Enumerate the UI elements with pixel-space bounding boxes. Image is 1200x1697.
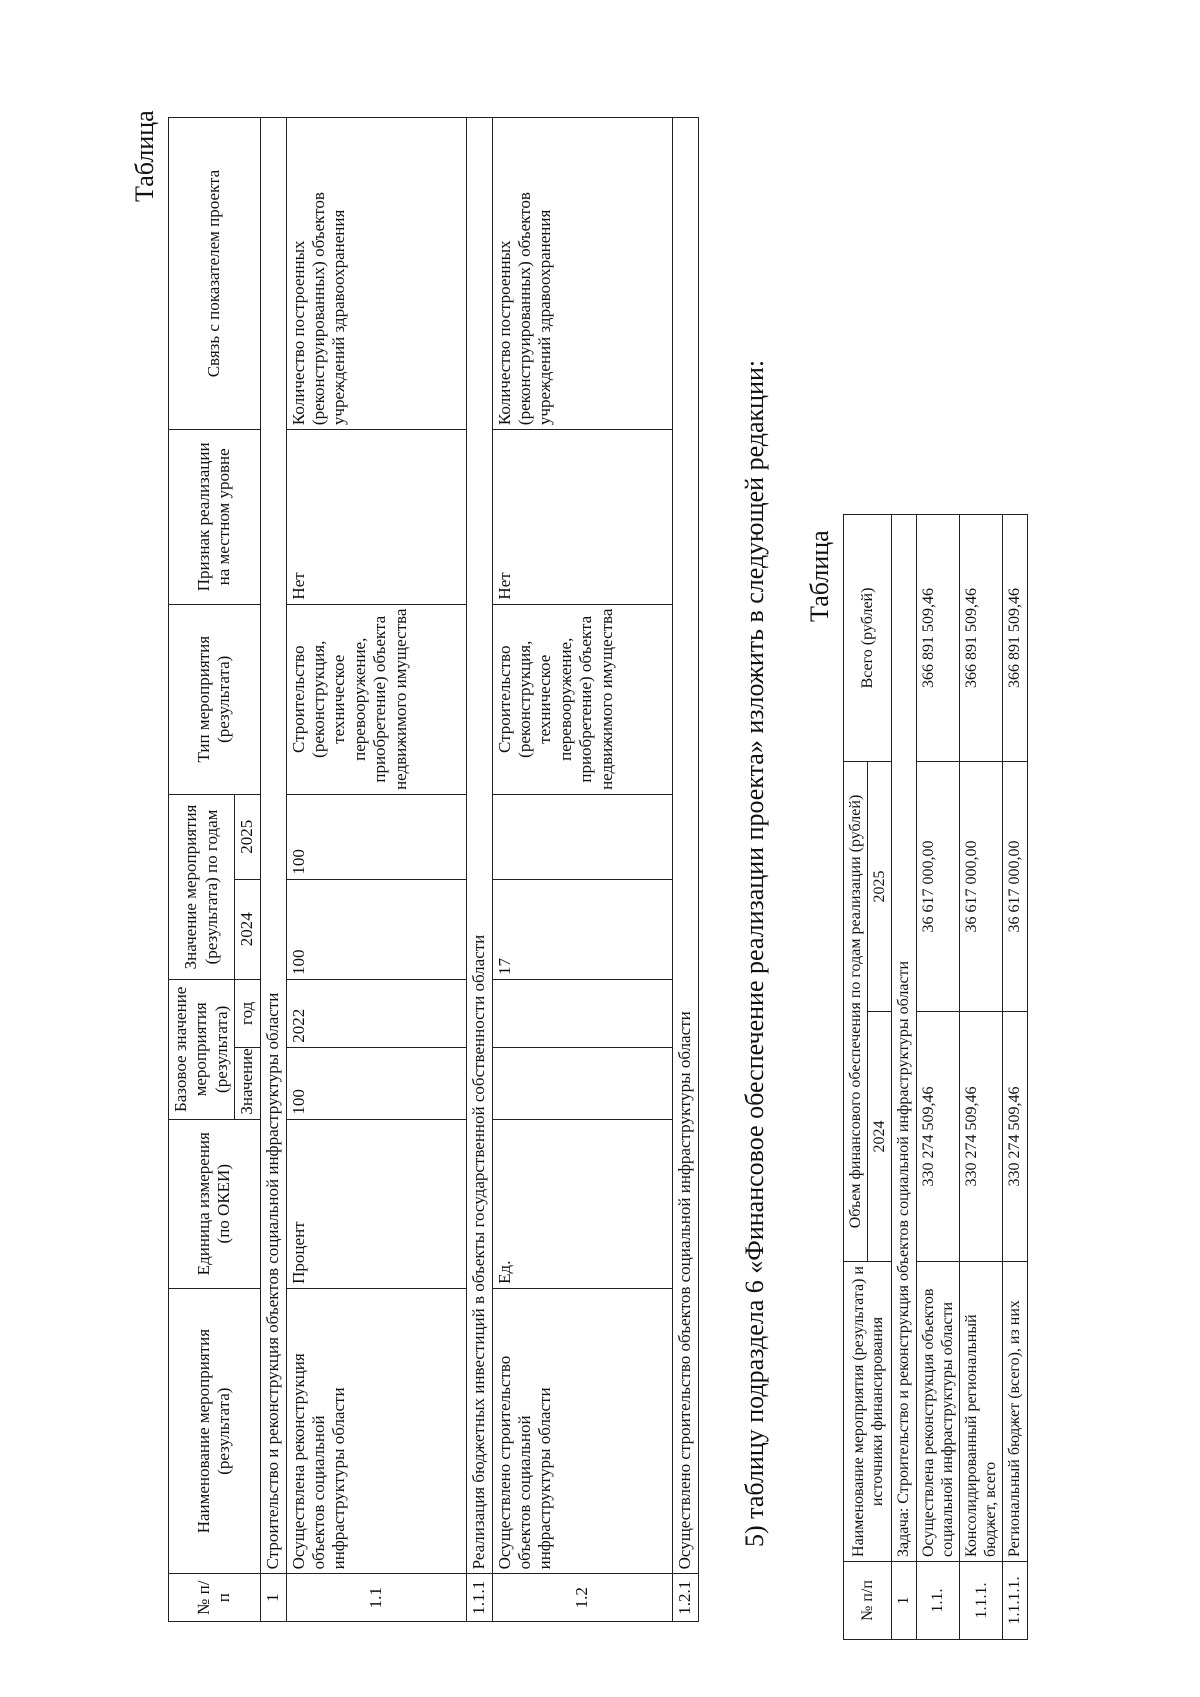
row-value-2024: 330 274 509,46 bbox=[1003, 1012, 1027, 1262]
row-total: 366 891 509,46 bbox=[959, 514, 1002, 761]
row-type: Строительство (реконструкция, техническое перевооружение, приобретение) объекта недвижимого имущества bbox=[286, 604, 466, 794]
header-link: Связь с показателем проекта bbox=[169, 118, 261, 430]
results-table bbox=[168, 117, 699, 1622]
row-link: Количество построенных (реконструированных) объектов учреждений здравоохранения bbox=[286, 118, 466, 430]
table-row bbox=[916, 514, 959, 1639]
table-row bbox=[892, 514, 916, 1639]
row-num: 1.1. bbox=[916, 1562, 959, 1640]
row-base-value bbox=[492, 1047, 672, 1119]
header-name: Наименование мероприятия (результата) bbox=[169, 1288, 261, 1574]
row-name: Консолидированный региональный бюджет, всего bbox=[959, 1262, 1002, 1562]
table-row bbox=[1003, 514, 1027, 1639]
header-values-group: Значение мероприятия (результата) по годам bbox=[169, 794, 235, 979]
row-value-2024: 17 bbox=[492, 879, 672, 979]
row-num: 1.1.1.1. bbox=[1003, 1562, 1027, 1640]
row-num: 1.1.1. bbox=[959, 1562, 1002, 1640]
row-local: Нет bbox=[492, 430, 672, 605]
row-local: Нет bbox=[286, 430, 466, 605]
table-row bbox=[286, 118, 466, 1622]
row-num: 1.2.1 bbox=[672, 1574, 698, 1622]
row-link: Количество построенных (реконструированных) объектов учреждений здравоохранения bbox=[492, 118, 672, 430]
row-type: Строительство (реконструкция, техническое перевооружение, приобретение) объекта недвижимого имущества bbox=[492, 604, 672, 794]
row-unit: Ед. bbox=[492, 1119, 672, 1288]
header-2025: 2025 bbox=[868, 761, 892, 1011]
row-name: Региональный бюджет (всего), из них bbox=[1003, 1262, 1027, 1562]
financing-table bbox=[843, 514, 1028, 1640]
table-row bbox=[466, 118, 492, 1622]
table-row bbox=[672, 118, 698, 1622]
row-value-2025: 36 617 000,00 bbox=[959, 761, 1002, 1011]
row-name: Осуществлена реконструкция объектов социальной инфраструктуры области bbox=[286, 1288, 466, 1574]
header-type: Тип мероприятия (результата) bbox=[169, 604, 261, 794]
row-value-2024: 100 bbox=[286, 879, 466, 979]
header-num: № п/п bbox=[169, 1574, 261, 1622]
table1-caption: Таблица bbox=[130, 110, 159, 202]
header-num: № п/п bbox=[844, 1562, 892, 1640]
section-title: Строительство и реконструкция объектов социальной инфраструктуры области bbox=[260, 118, 286, 1574]
table2-caption: Таблица bbox=[805, 530, 834, 622]
header-base-value: Значение bbox=[235, 1047, 260, 1119]
row-total: 366 891 509,46 bbox=[1003, 514, 1027, 761]
table-row bbox=[260, 118, 286, 1622]
table-row bbox=[492, 118, 672, 1622]
row-total: 366 891 509,46 bbox=[916, 514, 959, 761]
row-num: 1 bbox=[892, 1562, 916, 1640]
section-heading: 5) таблицу подраздела 6 «Финансовое обеспечение реализации проекта» изложить в следующей редакции: bbox=[740, 359, 769, 1547]
section-title: Осуществлено строительство объектов социальной инфраструктуры области bbox=[672, 118, 698, 1574]
task-title: Задача: Строительство и реконструкция объектов социальной инфраструктуры области bbox=[892, 514, 916, 1561]
row-base-value: 100 bbox=[286, 1047, 466, 1119]
row-value-2025 bbox=[492, 794, 672, 879]
row-num: 1.2 bbox=[492, 1574, 672, 1622]
row-value-2025: 36 617 000,00 bbox=[916, 761, 959, 1011]
header-group: Объем финансового обеспечения по годам реализации (рублей) bbox=[844, 761, 868, 1261]
row-base-year bbox=[492, 980, 672, 1048]
header-2025: 2025 bbox=[235, 794, 260, 879]
header-base-group: Базовое значение мероприятия (результата) bbox=[169, 980, 235, 1120]
row-num: 1.1 bbox=[286, 1574, 466, 1622]
section-title: Реализация бюджетных инвестиций в объекты государственной собственности области bbox=[466, 118, 492, 1574]
header-local: Признак реализации на местном уровне bbox=[169, 430, 261, 605]
row-name: Осуществлена реконструкция объектов социальной инфраструктуры области bbox=[916, 1262, 959, 1562]
header-base-year: год bbox=[235, 980, 260, 1048]
row-unit: Процент bbox=[286, 1119, 466, 1288]
row-value-2024: 330 274 509,46 bbox=[916, 1012, 959, 1262]
row-name: Осуществлено строительство объектов социальной инфраструктуры области bbox=[492, 1288, 672, 1574]
row-base-year: 2022 bbox=[286, 980, 466, 1048]
header-unit: Единица измерения (по ОКЕИ) bbox=[169, 1119, 261, 1288]
row-num: 1 bbox=[260, 1574, 286, 1622]
row-value-2024: 330 274 509,46 bbox=[959, 1012, 1002, 1262]
row-num: 1.1.1 bbox=[466, 1574, 492, 1622]
row-value-2025: 100 bbox=[286, 794, 466, 879]
row-value-2025: 36 617 000,00 bbox=[1003, 761, 1027, 1011]
header-2024: 2024 bbox=[868, 1012, 892, 1262]
header-total: Всего (рублей) bbox=[844, 514, 892, 761]
header-2024: 2024 bbox=[235, 879, 260, 979]
header-name: Наименование мероприятия (результата) и источники финансирования bbox=[844, 1262, 892, 1562]
table-row bbox=[959, 514, 1002, 1639]
